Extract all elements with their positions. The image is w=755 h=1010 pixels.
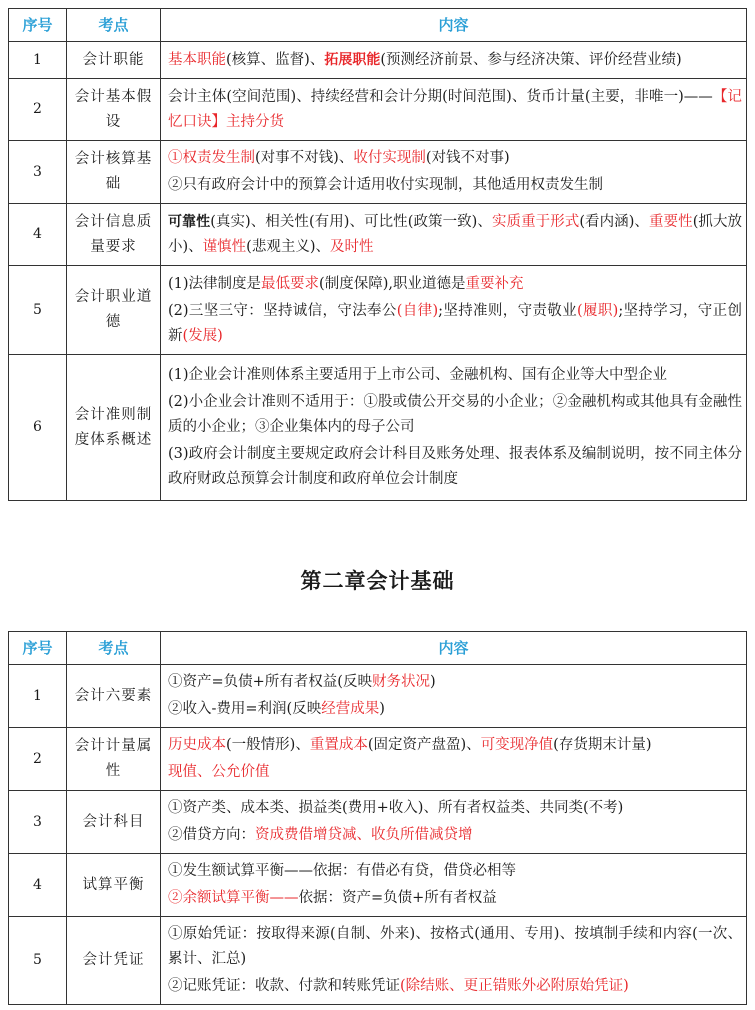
content-segment: 经营成果 (321, 701, 380, 717)
content-segment: (真实)、相关性(有用)、可比性(政策一致)、 (210, 213, 492, 230)
row-topic: 会计基本假设 (67, 79, 161, 141)
content-segment: ②收入-费用=利润(反映 (168, 701, 322, 717)
content-segment: (1)企业会计准则体系主要适用于上市公司、金融机构、国有企业等大中型企业 (168, 367, 668, 383)
table-row (9, 355, 747, 501)
table-row (9, 665, 747, 728)
row-topic: 会计准则制度体系概述 (67, 355, 161, 501)
content-segment: 收付实现制 (353, 150, 426, 166)
content-line (168, 146, 742, 171)
content-segment: ) (429, 674, 436, 690)
content-line (168, 210, 742, 260)
row-number: 2 (9, 728, 67, 791)
row-number: 5 (9, 917, 67, 1005)
header-topic: 考点 (67, 9, 161, 42)
content-line (168, 922, 742, 972)
content-segment: ②余额试算平衡—— (168, 890, 299, 906)
table-row (9, 854, 747, 917)
row-topic: 会计职能 (67, 42, 161, 79)
content-segment: 资成费借增贷减、收负所借减贷增 (255, 827, 473, 843)
row-content (161, 665, 747, 728)
content-line (168, 85, 742, 135)
table-header-row (9, 9, 747, 42)
row-topic: 会计信息质量要求 (67, 204, 161, 266)
content-segment: (1)法律制度是 (168, 275, 262, 292)
content-segment: 可靠性 (168, 213, 211, 230)
row-number: 4 (9, 854, 67, 917)
content-segment: (看内涵)、 (579, 213, 649, 230)
row-content (161, 355, 747, 501)
row-content (161, 854, 747, 917)
table-row (9, 791, 747, 854)
content-segment: 依据：资产=负债+所有者权益 (298, 890, 497, 906)
content-segment: (对钱不对事) (425, 150, 510, 166)
content-line (168, 974, 742, 999)
content-segment: 现值、公允价值 (168, 764, 270, 780)
content-segment: 拓展职能 (324, 51, 381, 68)
header-seq: 序号 (9, 632, 67, 665)
row-topic: 会计凭证 (67, 917, 161, 1005)
content-segment: ②只有政府会计中的预算会计适用收付实现制，其他适用权责发生制 (168, 177, 603, 193)
row-topic: 试算平衡 (67, 854, 161, 917)
content-segment: ①资产类、成本类、损益类(费用+收入)、所有者权益类、共同类(不考) (168, 800, 624, 816)
row-content (161, 204, 747, 266)
content-line (168, 886, 742, 911)
table-row (9, 266, 747, 355)
row-number: 6 (9, 355, 67, 501)
content-line (168, 363, 742, 388)
row-content (161, 728, 747, 791)
row-number: 3 (9, 791, 67, 854)
content-segment: (2)三坚三守：坚持诚信，守法奉公 (168, 302, 397, 319)
content-segment: ①原始凭证：按取得来源(自制、外来)、按格式(通用、专用)、按填制手续和内容(一次、累计、汇总) (168, 926, 742, 967)
row-content (161, 266, 747, 355)
content-segment: ①发生额试算平衡——依据：有借必有贷，借贷必相等 (168, 863, 516, 879)
content-segment: (发展) (182, 327, 223, 344)
header-topic: 考点 (67, 632, 161, 665)
content-segment: 实质重于形式 (491, 213, 580, 230)
row-content (161, 141, 747, 204)
content-segment: (核算、监督)、 (226, 51, 325, 68)
content-segment: 历史成本 (168, 737, 226, 753)
table-row (9, 917, 747, 1005)
row-topic: 会计科目 (67, 791, 161, 854)
row-number: 1 (9, 42, 67, 79)
content-line (168, 390, 742, 440)
header-content: 内容 (161, 632, 747, 665)
row-content (161, 791, 747, 854)
content-line (168, 173, 742, 198)
content-line (168, 697, 742, 722)
content-segment: (制度保障),职业道德是 (319, 275, 466, 292)
content-line (168, 859, 742, 884)
content-segment: 最低要求 (261, 275, 320, 292)
content-segment: 重要补充 (465, 275, 524, 292)
content-segment: ①权责发生制 (168, 150, 255, 166)
table-row (9, 79, 747, 141)
row-number: 2 (9, 79, 67, 141)
header-seq: 序号 (9, 9, 67, 42)
header-content: 内容 (161, 9, 747, 42)
content-segment: (悲观主义)、 (246, 238, 330, 255)
content-segment: (履职) (576, 302, 619, 319)
content-segment: (存货期末计量) (553, 737, 652, 753)
content-segment: ;坚持学习，守正创新 (168, 302, 742, 344)
content-line (168, 670, 742, 695)
content-segment: 【记忆口诀】主持分货 (168, 88, 742, 130)
content-line (168, 48, 742, 73)
content-segment: (2)小企业会计准则不适用于：①股或债公开交易的小企业；②金融机构或其他具有金融性质的小企业；③企业集体内的母子公司 (168, 394, 742, 435)
content-segment: (除结账、更正错账外必附原始凭证) (400, 978, 629, 994)
content-segment: (固定资产盘盈)、 (367, 737, 481, 753)
content-line (168, 272, 742, 297)
content-segment: ①资产=负债+所有者权益(反映 (168, 674, 372, 690)
row-number: 4 (9, 204, 67, 266)
chapter2-table (8, 631, 747, 1005)
content-line (168, 299, 742, 349)
table-row (9, 204, 747, 266)
content-segment: (一般情形)、 (226, 737, 310, 753)
content-segment: 可变现净值 (480, 737, 554, 753)
content-segment: 基本职能 (168, 51, 226, 68)
content-line (168, 760, 742, 785)
row-content (161, 79, 747, 141)
content-segment: 会计主体(空间范围)、持续经营和会计分期(时间范围)、货币计量(主要，非唯一)—— (168, 88, 713, 105)
row-number: 3 (9, 141, 67, 204)
row-content (161, 42, 747, 79)
table-row (9, 141, 747, 204)
chapter2-title: 第二章会计基础 (300, 569, 455, 593)
row-topic: 会计计量属性 (67, 728, 161, 791)
content-segment: 及时性 (330, 238, 374, 255)
content-segment: ) (379, 701, 385, 717)
content-segment: (对事不对钱)、 (255, 150, 354, 166)
content-segment: 重置成本 (309, 737, 368, 753)
content-segment: (预测经济前景、参与经济决策、评价经营业绩) (380, 51, 682, 68)
row-number: 1 (9, 665, 67, 728)
content-segment: (3)政府会计制度主要规定政府会计科目及账务处理、报表体系及编制说明，按不同主体分政府财政总预算会计制度和政府单位会计制度 (168, 446, 742, 487)
table-row (9, 728, 747, 791)
content-segment: 财务状况 (371, 674, 430, 690)
row-topic: 会计六要素 (67, 665, 161, 728)
content-segment: 谨慎性 (202, 238, 247, 255)
table-header-row (9, 632, 747, 665)
row-content (161, 917, 747, 1005)
content-line (168, 442, 742, 492)
content-segment: ;坚持准则，守责敬业 (438, 302, 577, 319)
content-segment: (抓大放小)、 (168, 213, 743, 255)
content-segment: (自律) (396, 302, 439, 319)
chapter1-table (8, 8, 747, 501)
table-row (9, 42, 747, 79)
content-line (168, 796, 742, 821)
content-segment: 重要性 (649, 213, 693, 230)
row-topic: 会计职业道德 (67, 266, 161, 355)
content-line (168, 733, 742, 758)
row-number: 5 (9, 266, 67, 355)
content-line (168, 823, 742, 848)
row-topic: 会计核算基础 (67, 141, 161, 204)
content-segment: ②记账凭证：收款、付款和转账凭证 (168, 978, 400, 994)
content-segment: ②借贷方向： (168, 827, 255, 843)
